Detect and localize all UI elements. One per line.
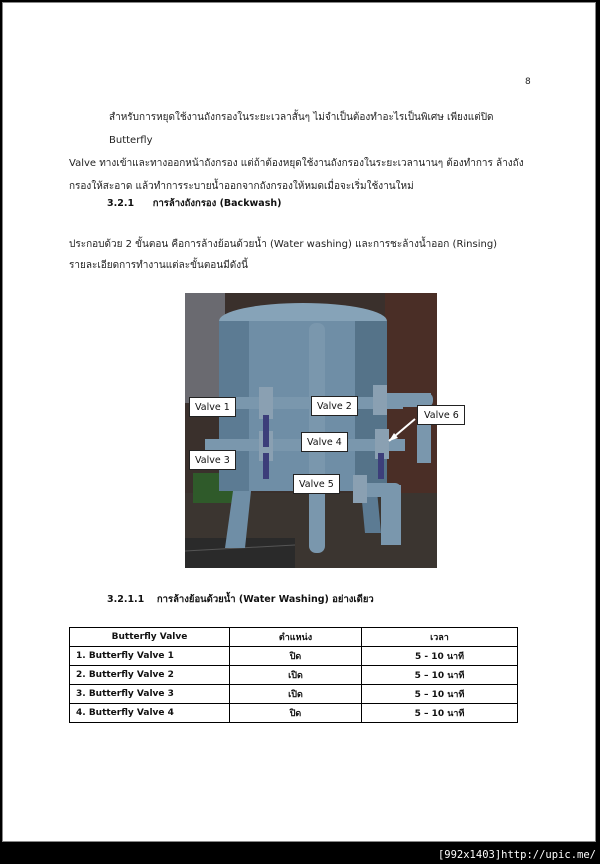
- section-body-line-2: รายละเอียดการทำงานแต่ละขั้นตอนมีดังนี้: [69, 260, 248, 271]
- section-body: [69, 234, 539, 276]
- section-heading-3211: [107, 592, 374, 607]
- valve-2-label: Valve 2: [311, 396, 358, 416]
- intro-line-3: กรองให้สะอาด แล้วทำการระบายน้ำออกจากถังกรองให้หมดเมื่อจะเริ่มใช้งานใหม่: [69, 181, 414, 192]
- valve-1-label: Valve 1: [189, 397, 236, 417]
- table-row: [70, 685, 518, 704]
- cell-valve: 4. Butterfly Valve 4: [70, 704, 230, 723]
- filter-tank-illustration: [185, 293, 437, 568]
- cell-time: 5 – 10 นาที: [362, 704, 518, 723]
- filter-tank-photo: [185, 293, 459, 568]
- table-row: [70, 666, 518, 685]
- subsection-number: 3.2.1.1: [107, 594, 145, 605]
- table-header-row: [70, 628, 518, 647]
- section-body-line-1: ประกอบด้วย 2 ขั้นตอน คือการล้างย้อนด้วยน้ำ (Water washing) และการชะล้างน้ำออก (Rinsing): [69, 239, 498, 250]
- section-heading-321: [107, 196, 281, 211]
- section-title: การล้างถังกรอง (Backwash): [152, 198, 282, 209]
- intro-line-2: Valve ทางเข้าและทางออกหน้าถังกรอง แต่ถ้าต้องหยุดใช้งานถังกรองในระยะเวลานานๆ ต้องทำการ ล้างถัง: [69, 158, 524, 169]
- cell-valve: 1. Butterfly Valve 1: [70, 647, 230, 666]
- col-header-position: ตำแหน่ง: [230, 628, 362, 647]
- cell-time: 5 – 10 นาที: [362, 685, 518, 704]
- cell-time: 5 - 10 นาที: [362, 647, 518, 666]
- valve-4-label: Valve 4: [301, 432, 348, 452]
- subsection-title: การล้างย้อนด้วยน้ำ (Water Washing) อย่างเดียว: [156, 594, 374, 605]
- cell-valve: 3. Butterfly Valve 3: [70, 685, 230, 704]
- intro-paragraph: [69, 106, 539, 198]
- cell-position: เปิด: [230, 685, 362, 704]
- cell-valve: 2. Butterfly Valve 2: [70, 666, 230, 685]
- valve-3-label: Valve 3: [189, 450, 236, 470]
- intro-line-1: สำหรับการหยุดใช้งานถังกรองในระยะเวลาสั้นๆ ไม่จำเป็นต้องทำอะไรเป็นพิเศษ เพียงแต่ปิด Butterfly: [109, 112, 494, 146]
- image-host-footer: [992x1403]http://upic.me/: [437, 849, 596, 861]
- cell-position: เปิด: [230, 666, 362, 685]
- col-header-time: เวลา: [362, 628, 518, 647]
- cell-position: ปิด: [230, 704, 362, 723]
- cell-position: ปิด: [230, 647, 362, 666]
- col-header-valve: Butterfly Valve: [70, 628, 230, 647]
- valve-6-label: Valve 6: [417, 405, 465, 425]
- cell-time: 5 – 10 นาที: [362, 666, 518, 685]
- section-number: 3.2.1: [107, 198, 135, 209]
- document-page: [2, 2, 596, 842]
- valve-5-label: Valve 5: [293, 474, 340, 494]
- valve-table: [69, 627, 518, 723]
- table-row: [70, 704, 518, 723]
- table-row: [70, 647, 518, 666]
- page-number: 8: [525, 77, 531, 87]
